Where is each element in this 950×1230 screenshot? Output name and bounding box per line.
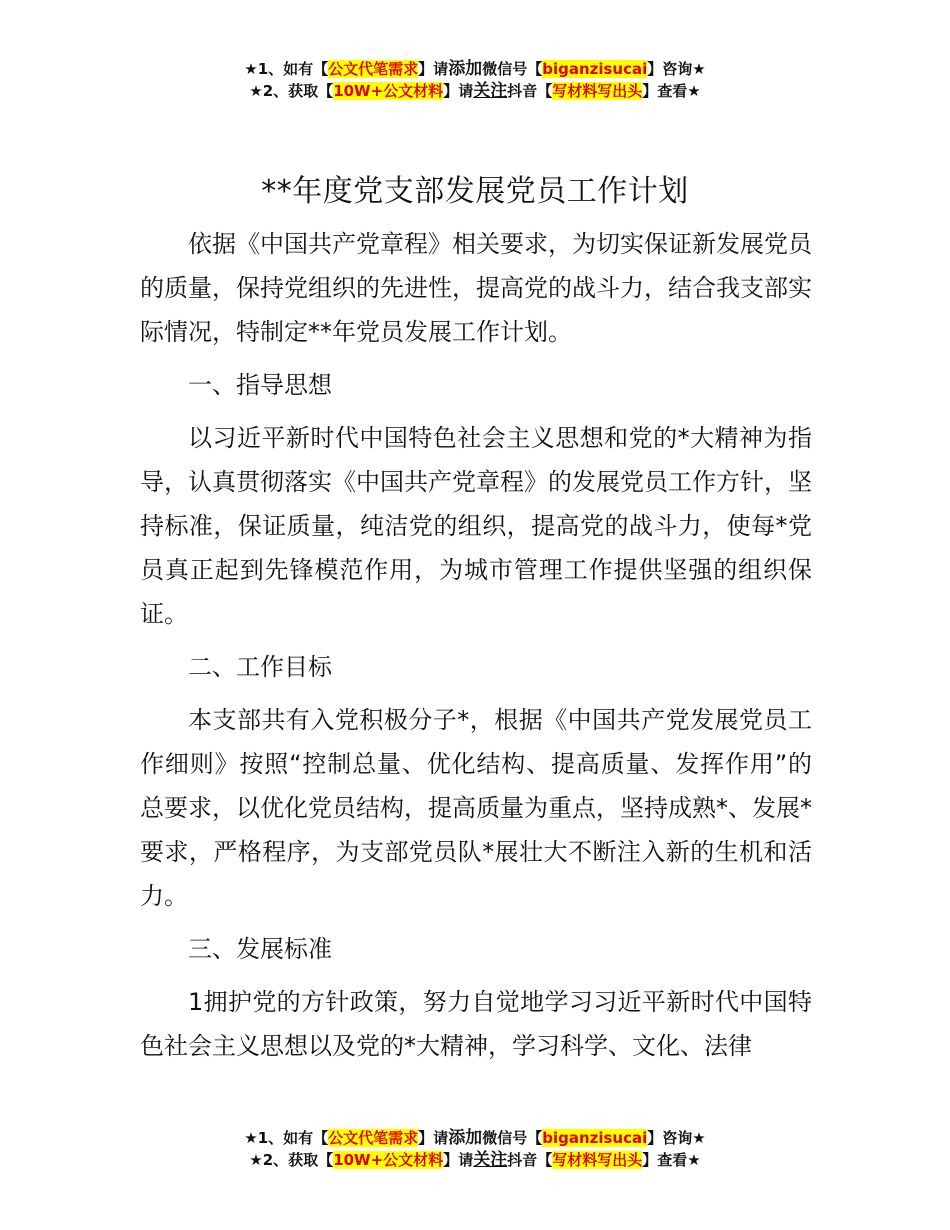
header-douyin-account: 写材料写出头 (552, 82, 643, 100)
footer-notice-line-2: ★2、获取【10W+公文材料】请关注抖音【写材料写出头】查看★ (249, 1150, 701, 1170)
header-notice-line-1: ★1、如有【公文代笔需求】请添加微信号【biganzisucai】咨询★ (244, 59, 706, 79)
section-heading-guiding-ideology: 一、指导思想 (188, 371, 332, 399)
header-wechat-id: biganzisucai (542, 60, 648, 78)
section-paragraph-standard-1: 1拥护党的方针政策，努力自觉地学习习近平新时代中国特色社会主义思想以及党的*大精神，学习科学、文化、法律 (140, 988, 812, 1060)
footer-materials-highlight: 10W+公文材料 (333, 1151, 444, 1169)
header-notice-line-2: ★2、获取【10W+公文材料】请关注抖音【写材料写出头】查看★ (249, 81, 701, 101)
footer-wechat-id: biganzisucai (542, 1129, 648, 1147)
footer-douyin-account: 写材料写出头 (552, 1151, 643, 1169)
section-paragraph-work-goals: 本支部共有入党积极分子*，根据《中国共产党发展党员工作细则》按照“控制总量、优化结构、提高质量、发挥作用”的总要求，以优化党员结构，提高质量为重点，坚持成熟*、发展*要求，严格程序，为支部党员队*展壮大不断注入新的生机和活力。 (140, 706, 812, 910)
document-body (140, 222, 812, 1068)
intro-paragraph: 依据《中国共产党章程》相关要求，为切实保证新发展党员的质量，保持党组织的先进性，提高党的战斗力，结合我支部实际情况，特制定**年党员发展工作计划。 (140, 230, 812, 346)
document-title: **年度党支部发展党员工作计划 (261, 174, 689, 209)
section-paragraph-guiding-ideology: 以习近平新时代中国特色社会主义思想和党的*大精神为指导，认真贯彻落实《中国共产党章程》的发展党员工作方针，坚持标准，保证质量，纯洁党的组织，提高党的战斗力，使每*党员真正起到先锋模范作用，为城市管理工作提供坚强的组织保证。 (140, 424, 812, 628)
header-service-highlight: 公文代笔需求 (328, 60, 419, 78)
section-heading-development-standards: 三、发展标准 (188, 935, 332, 963)
footer-notice-line-1: ★1、如有【公文代笔需求】请添加微信号【biganzisucai】咨询★ (244, 1128, 706, 1148)
footer-notice (0, 1127, 950, 1171)
header-notice (0, 58, 950, 102)
section-heading-work-goals: 二、工作目标 (188, 653, 332, 681)
footer-service-highlight: 公文代笔需求 (328, 1129, 419, 1147)
header-materials-highlight: 10W+公文材料 (333, 82, 444, 100)
